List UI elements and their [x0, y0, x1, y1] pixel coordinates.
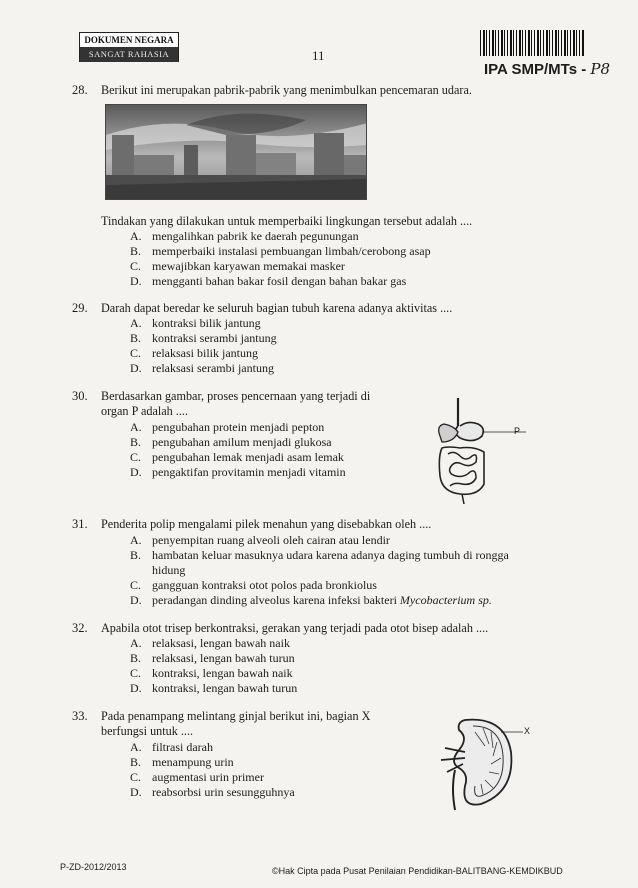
- option-text: menampung urin: [152, 755, 234, 769]
- option-text: mewajibkan karyawan memakai masker: [152, 259, 345, 273]
- option-text: pengubahan amilum menjadi glukosa: [152, 435, 332, 449]
- option-c[interactable]: [130, 770, 264, 785]
- option-b[interactable]: [130, 331, 277, 346]
- diagram-label-x: X: [524, 726, 531, 736]
- option-label: D.: [130, 361, 142, 375]
- option-c[interactable]: [130, 450, 344, 465]
- option-text: mengganti bahan bakar fosil dengan bahan bakar gas: [152, 274, 407, 288]
- option-label: B.: [130, 651, 142, 665]
- option-a[interactable]: [130, 636, 290, 651]
- question-number: 32.: [72, 621, 88, 635]
- option-label: B.: [130, 755, 142, 769]
- question-stem-line2: berfungsi untuk ....: [101, 724, 194, 738]
- option-text: kontraksi, lengan bawah naik: [152, 666, 293, 680]
- digestive-system-diagram: [430, 396, 530, 506]
- question-stem-line2: organ P adalah ....: [101, 404, 188, 418]
- question-stem-line1: Berdasarkan gambar, proses pencernaan yang terjadi di: [101, 389, 371, 403]
- option-text: relaksasi bilik jantung: [152, 346, 258, 360]
- question-stem: Berikut ini merupakan pabrik-pabrik yang menimbulkan pencemaran udara.: [101, 83, 472, 97]
- option-text: reabsorbsi urin sesungguhnya: [152, 785, 295, 799]
- option-text: memperbaiki instalasi pembuangan limbah/cerobong asap: [152, 244, 431, 258]
- option-a[interactable]: [130, 533, 390, 548]
- option-d[interactable]: [130, 361, 274, 376]
- subject-handwritten-code: P8: [590, 60, 611, 78]
- footer-copyright: ©Hak Cipta pada Pusat Penilaian Pendidikan-BALITBANG-KEMDIKBUD: [272, 866, 563, 876]
- page-number: 11: [312, 48, 325, 63]
- option-c[interactable]: [130, 578, 377, 593]
- option-text: kontraksi, lengan bawah turun: [152, 681, 298, 695]
- option-d[interactable]: [130, 785, 295, 800]
- option-a[interactable]: [130, 229, 359, 244]
- option-text: pengaktifan provitamin menjadi vitamin: [152, 465, 346, 479]
- option-b[interactable]: [130, 548, 570, 563]
- kidney-cross-section-diagram: [425, 712, 525, 812]
- question-number: 30.: [72, 389, 88, 403]
- option-label: C.: [130, 450, 142, 464]
- option-label: D.: [130, 593, 142, 607]
- option-text: augmentasi urin primer: [152, 770, 264, 784]
- diagram-label-p: P: [514, 426, 521, 436]
- doc-label-top: DOKUMEN NEGARA: [80, 33, 178, 47]
- option-a[interactable]: [130, 316, 261, 331]
- option-text: relaksasi serambi jantung: [152, 361, 274, 375]
- option-label: D.: [130, 465, 142, 479]
- option-d[interactable]: [130, 593, 492, 608]
- option-d[interactable]: [130, 465, 346, 480]
- option-label: C.: [130, 259, 142, 273]
- option-text: pengubahan protein menjadi pepton: [152, 420, 325, 434]
- option-label: A.: [130, 316, 142, 330]
- footer-code: P-ZD-2012/2013: [60, 862, 127, 872]
- option-label: B.: [130, 548, 142, 562]
- option-text: filtrasi darah: [152, 740, 213, 754]
- option-label: A.: [130, 420, 142, 434]
- doc-label-bottom: SANGAT RAHASIA: [80, 47, 178, 62]
- question-number: 29.: [72, 301, 88, 315]
- option-label: A.: [130, 229, 142, 243]
- option-label: D.: [130, 274, 142, 288]
- option-text: kontraksi bilik jantung: [152, 316, 261, 330]
- question-followup: Tindakan yang dilakukan untuk memperbaiki lingkungan tersebut adalah ....: [101, 214, 473, 228]
- option-b[interactable]: [130, 435, 332, 450]
- option-d[interactable]: [130, 274, 406, 289]
- option-b[interactable]: [130, 651, 295, 666]
- option-label: A.: [130, 533, 142, 547]
- question-stem-line1: Pada penampang melintang ginjal berikut ini, bagian X: [101, 709, 371, 723]
- option-b[interactable]: [130, 244, 431, 259]
- option-b-continued: hidung: [152, 563, 186, 577]
- option-label: B.: [130, 244, 142, 258]
- factory-pollution-image: [105, 104, 367, 200]
- option-label: C.: [130, 578, 142, 592]
- subject-title: [484, 60, 610, 78]
- option-text: relaksasi, lengan bawah naik: [152, 636, 290, 650]
- option-text: gangguan kontraksi otot polos pada bronkiolus: [152, 578, 377, 592]
- option-label: A.: [130, 740, 142, 754]
- question-number: 33.: [72, 709, 88, 723]
- option-text: kontraksi serambi jantung: [152, 331, 277, 345]
- option-text: peradangan dinding alveolus karena infeksi bakteri: [152, 593, 397, 607]
- option-text: hambatan keluar masuknya udara karena adanya daging tumbuh di rongga: [152, 548, 509, 562]
- question-stem: Darah dapat beredar ke seluruh bagian tubuh karena adanya aktivitas ....: [101, 301, 453, 315]
- option-label: C.: [130, 770, 142, 784]
- option-label: D.: [130, 785, 142, 799]
- question-stem: Apabila otot trisep berkontraksi, gerakan yang terjadi pada otot bisep adalah ....: [101, 621, 489, 635]
- question-number: 31.: [72, 517, 88, 531]
- option-c[interactable]: [130, 346, 258, 361]
- option-c[interactable]: [130, 259, 345, 274]
- option-text: relaksasi, lengan bawah turun: [152, 651, 295, 665]
- option-label: C.: [130, 346, 142, 360]
- option-label: C.: [130, 666, 142, 680]
- option-a[interactable]: [130, 420, 324, 435]
- option-a[interactable]: [130, 740, 213, 755]
- option-label: A.: [130, 636, 142, 650]
- option-c[interactable]: [130, 666, 293, 681]
- barcode-icon: [480, 30, 585, 56]
- option-text: pengubahan lemak menjadi asam lemak: [152, 450, 344, 464]
- question-stem: Penderita polip mengalami pilek menahun yang disebabkan oleh ....: [101, 517, 432, 531]
- option-text: mengalihkan pabrik ke daerah pegunungan: [152, 229, 359, 243]
- option-italic-text: Mycobacterium sp.: [399, 593, 492, 607]
- option-label: B.: [130, 331, 142, 345]
- option-d[interactable]: [130, 681, 297, 696]
- option-label: B.: [130, 435, 142, 449]
- option-label: D.: [130, 681, 142, 695]
- subject-label: IPA SMP/MTs -: [484, 61, 587, 78]
- option-b[interactable]: [130, 755, 234, 770]
- option-text: penyempitan ruang alveoli oleh cairan atau lendir: [152, 533, 390, 547]
- question-number: 28.: [72, 83, 88, 97]
- classification-box: [79, 32, 179, 62]
